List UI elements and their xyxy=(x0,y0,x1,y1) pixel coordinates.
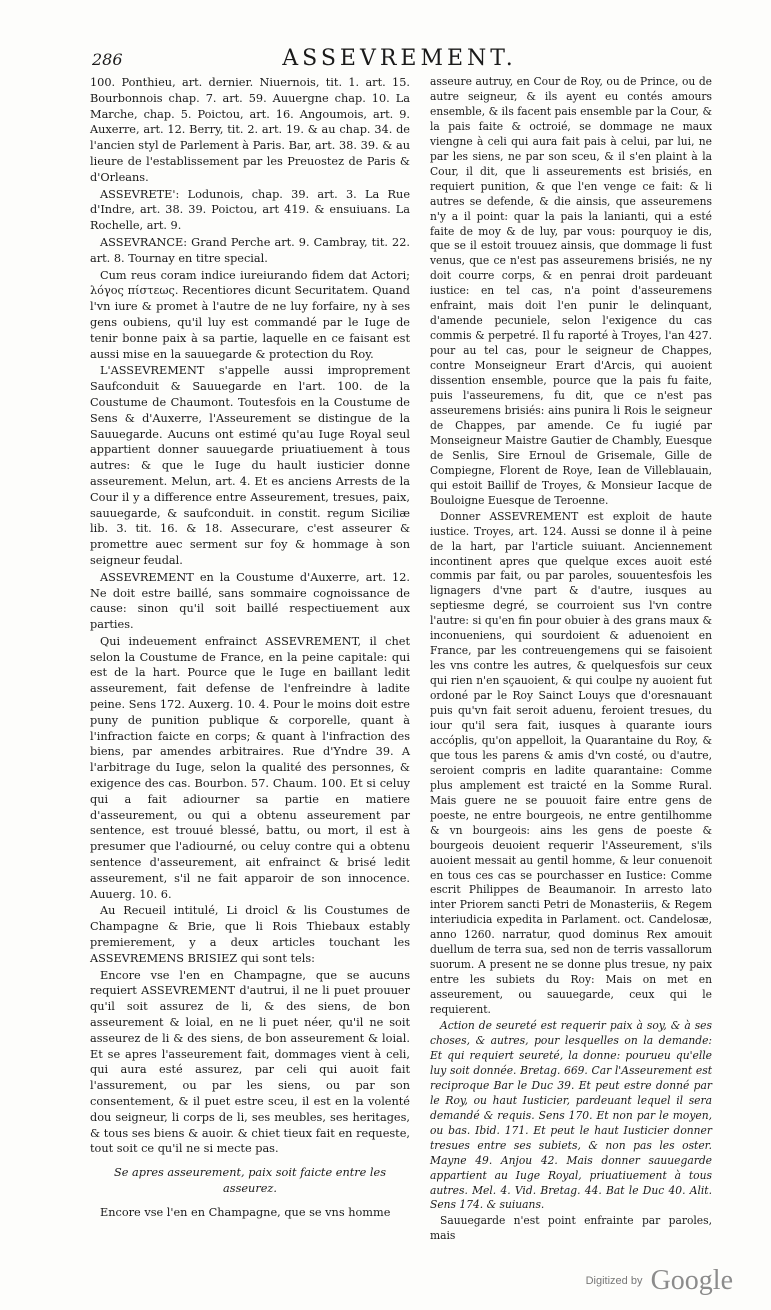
paragraph: Sauuegarde n'est point enfrainte par paroles, mais xyxy=(430,1214,712,1243)
right-column xyxy=(430,75,712,1245)
paragraph: Qui indeuement enfrainct ASSEVREMENT, il chet selon la Coustume de France, en la peine capitale: qui est de la hart. Pource que le Iuge en baillant ledit asseurement, fait defense de l'enfreindre à ladite peine. Sens 172. Auxerg. 10. 4. Pour le moins doit estre puny de punition publique & corporelle, quant à l'infraction faicte en corps; & quant à l'infraction des biens, par amendes arbitraires. Rue d'Yndre 39. A l'arbitrage du Iuge, selon la qualité des personnes, & exigence des cas. Bourbon. 57. Chaum. 100. Et si celuy qui a fait adiourner sa partie en matiere d'asseurement, ou qui a obtenu asseurement par sentence, est trouué blessé, battu, ou mort, il est à presumer que l'adiourné, ou celuy contre qui a obtenu sentence d'asseurement, ait enfrainct & brisé ledit asseurement, s'il ne fait apparoir de son innocence. Auuerg. 10. 6. xyxy=(90,634,410,901)
paragraph: ASSEVRETE': Lodunois, chap. 39. art. 3. La Rue d'Indre, art. 38. 39. Poictou, art 419. & ensuiuans. La Rochelle, art. 9. xyxy=(90,187,410,233)
paragraph: Donner ASSEVREMENT est exploit de haute iustice. Troyes, art. 124. Aussi se donne il à peine de la hart, par l'article suiuant. Anciennement incontinent apres que quelque exces auoit esté commis par fait, ou par paroles, souuentesfois les lignagers d'vne part & d'autre, iusques au septiesme degré, se courroient sus l'vn contre l'autre: si qu'en fin pour obuier à des grans maux & inconueniens, qui sourdoient & aduenoient en France, par les contreuengemens qui se faisoient les vns contre les autres, & quelquesfois sur ceux qui rien n'en sçauoient, & qui coulpe ny auoient fut ordoné par le Roy Sainct Louys que d'oresnauant puis qu'vn fait seroit aduenu, feroient tresues, du iour qu'il sera fait, iusques à quarante iours accóplis, qu'on appelloit, la Quarantaine du Roy, & que tous les parens & amis d'vn costé, ou d'autre, seroient compris en ladite quarantaine: Comme plus amplement est traicté en la Somme Rural. Mais guere ne se pouuoit faire entre gens de poeste, ne entre bourgeois, ne entre gentilhomme & vn bourgeois: ains les gens de poeste & bourgeois deuoient requerir l'Asseurement, s'ils auoient messait au gentil homme, & leur conuenoit en tous ces cas se pourchasser en Iustice: Comme escrit Philippes de Beaumanoir. In arresto lato inter Priorem sancti Petri de Monasteriis, & Regem interiudicia expedita in Parlament. oct. Candelosæ, anno 1260. narratur, quod dominus Rex amouit duellum de terra sua, sed non de terris vassallorum suorum. A present ne se donne plus tresue, ny paix entre les subiets du Roy: Mais on met en asseurement, ou sauuegarde, ceux qui le requierent. xyxy=(430,509,712,1017)
paragraph: Cum reus coram indice iureiurando fidem dat Actori; λόγος πίστεως. Recentiores dicunt Securitatem. Quand l'vn iure & promet à l'autre de ne luy forfaire, ny à ses gens oubiens, qu'il luy est commandé par le Iuge de tenir bonne paix à sa partie, laquelle en ce faisant est aussi mise en la sauuegarde & protection du Roy. xyxy=(90,268,410,361)
paragraph: L'ASSEVREMENT s'appelle aussi improprement Saufconduit & Sauuegarde en l'art. 100. de la Coustume de Chaumont. Toutesfois en la Coustume de Sens & d'Auxerre, l'Asseurement se distingue de la Sauuegarde. Aucuns ont estimé qu'au Iuge Royal seul appartient donner sauuegarde priuatiuement à tous autres: & que le Iuge du hault iusticier donne asseurement. Melun, art. 4. Et es anciens Arrests de la Cour il y a difference entre Asseurement, tresues, paix, sauuegarde, & saufconduit. in constit. regum Siciliæ lib. 3. tit. 16. & 18. Assecurare, c'est asseurer & promettre auec serment sur foy & hommage à son seigneur feudal. xyxy=(90,364,410,567)
paragraph: Au Recueil intitulé, Li droicl & lis Coustumes de Champagne & Brie, que li Rois Thiebaux estably premierement, y a deux articles touchant les ASSEVREMENS BRISIEZ qui sont tels: xyxy=(90,904,410,965)
digitized-by-label: Digitized by xyxy=(585,1275,643,1287)
paragraph: Encore vse l'en en Champagne, que se vns homme xyxy=(100,1205,391,1219)
paragraph: Action de seureté est requerir paix à soy, & à ses choses, & autres, pour lesquelles on la demande: Et qui requiert seureté, la donne: pourueu qu'elle luy soit donnée. Bretag. 669. Car l'Asseurement est reciproque Bar le Duc 39. Et peut estre donné par le Roy, ou haut Iusticier, pardeuant lequel il sera demandé & requis. Sens 170. Et non par le moyen, ou bas. Ibid. 171. Et peut le haut Iusticier donner tresues entre ses subiets, & non pas les oster. Mayne 49. Anjou 42. Mais donner sauuegarde appartient au Iuge Royal, priuatiuement à tous autres. Mel. 4. Vid. Bretag. 44. Bat le Duc 40. Alit. Sens 174. & suiuans. xyxy=(430,1019,712,1212)
page-number: 286 xyxy=(92,50,123,69)
digitized-footer xyxy=(586,1265,733,1301)
page-header xyxy=(92,46,707,72)
paragraph: 100. Ponthieu, art. dernier. Niuernois, tit. 1. art. 15. Bourbonnois chap. 7. art. 59. Auuergne chap. 10. La Marche, chap. 5. Poictou, art. 16. Angoumois, art. 9. Auxerre, art. 12. Berry, tit. 2. art. 19. & au chap. 34. de l'ancien styl de Parlement à Paris. Bar, art. 38. 39. & au lieure de l'establissement par les Preuostez de Paris & d'Orleans. xyxy=(90,76,410,184)
paragraph: Encore vse l'en en Champagne, que se aucuns requiert ASSEVREMENT d'autrui, il ne li puet prouuer qu'il soit assurez de li, & des siens, de bon asseurement & loial, en ne li puet néer, qu'il ne soit asseurez de li & des siens, de bon asseurement & loial. Et se apres l'asseurement fait, dommages vient à celi, qui aura esté assurez, par celi qui auoit fait l'assurement, ou par les siens, ou par son consentement, & il puet estre sceu, il est en la volenté dou seigneur, li corps de li, ses meubles, ses heritages, & tous ses biens & auoir. & chiet tieux fait en requeste, tout soit ce qu'il ne si mecte pas. xyxy=(90,968,410,1156)
running-title: ASSEVREMENT. xyxy=(282,46,517,71)
paragraph: ASSEVRANCE: Grand Perche art. 9. Cambray, tit. 22. art. 8. Tournay en titre special. xyxy=(90,235,410,265)
google-logo: Google xyxy=(650,1265,733,1296)
left-column xyxy=(90,75,410,1222)
paragraph: ASSEVREMENT en la Coustume d'Auxerre, art. 12. Ne doit estre baillé, sans sommaire cognoissance de cause: sinon qu'il soit baillé respectiuement aux parties. xyxy=(90,570,410,632)
section-heading: Se apres asseurement, paix soit faicte entre les asseurez. xyxy=(113,1166,387,1195)
paragraph: asseure autruy, en Cour de Roy, ou de Prince, ou de autre seigneur, & ils ayent eu contés amours ensemble, & ils facent pais ensemble par la Cour, & la pais faite & octroié, se dommage ne maux viengne à celi qui aura fait pais à celui, par lui, ne par les siens, ne par son sceu, & il s'en plaint à la Cour, il dit, que li asseurements est brisiés, en requiert punition, & que l'en venge ce fait: & li autres se defende, & die ainsis, que asseuremens n'y a il point: quar la pais la lanianti, qui a esté faite de moy & de luy, par vous: pourquoy ie dis, que se il estoit trouuez ainsis, que dommage li fust venus, que ce n'est pas asseuremens brisiés, ne ny doit courre corps, & en penrai droit pardeuant iustice: en tel cas, n'a point d'asseuremens enfraint, mais doit l'en punir le delinquant, d'amende pecuniele, selon l'exigence du cas commis & perpetré. Il fu raporté à Troyes, l'an 427. pour au tel cas, pour le seigneur de Chappes, contre Monseigneur Erart d'Arcis, qui auoient dissention ensemble, pource que la pais fu faite, puis l'asseuremens, fu dit, que ce n'est pas asseuremens brisiés: ains punira li Rois le seigneur de Chappes, par amende. Ce fu iugié par Monseigneur Maistre Gautier de Chambly, Euesque de Senlis, Sire Ernoul de Grisemale, Gille de Compiegne, Florent de Roye, Iean de Villeblauain, qui estoit Baillif de Troyes, & Monsieur Iacque de Bouloigne Euesque de Teroenne. xyxy=(430,75,712,507)
